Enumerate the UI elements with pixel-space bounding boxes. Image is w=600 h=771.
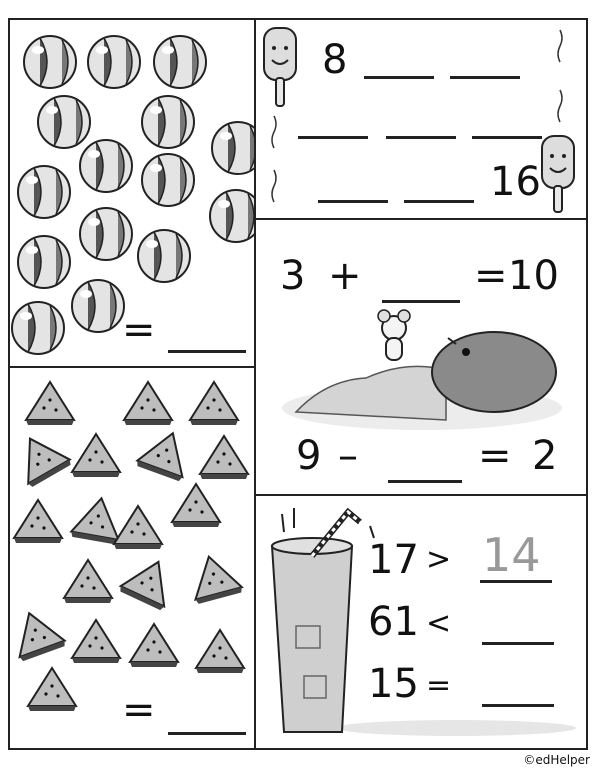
watermelon-counting-panel (8, 366, 256, 750)
watermelon-slice-icon (114, 506, 162, 549)
balls-answer-blank[interactable] (168, 350, 246, 353)
compare-row1-symbol: > (426, 542, 452, 577)
beach-ball-icon (12, 302, 64, 354)
beach-ball-icon (138, 230, 190, 282)
compare-row3-number: 15 (368, 661, 419, 707)
compare-row2-symbol: < (426, 606, 452, 641)
popsicle-icon-right (542, 136, 574, 212)
compare-row2-number: 61 (368, 599, 419, 645)
beach-ball-icon (88, 36, 140, 88)
beach-ball-icon (142, 96, 194, 148)
add-operator: + (328, 253, 362, 299)
watermelon-slice-icon (124, 382, 172, 425)
sequence-blank-6[interactable] (318, 200, 388, 203)
watermelon-slice-icon (130, 624, 178, 667)
sub-operand: 9 (296, 433, 322, 479)
sequence-end-number: 16 (490, 159, 541, 205)
watermelon-slice-icon (26, 382, 74, 425)
equations-panel (254, 218, 588, 496)
number-sequence-panel (254, 18, 588, 220)
compare-row1-number: 17 (368, 537, 419, 583)
mouse-icon (378, 310, 410, 360)
watermelon-slice-icon (28, 668, 76, 711)
beach-ball-icon (80, 208, 132, 260)
add-operand: 3 (280, 253, 306, 299)
add-equals-sign: = (474, 253, 508, 299)
compare-numbers-panel (254, 494, 588, 750)
sub-equals-sign: = (478, 433, 512, 479)
watermelon-slice-icon (172, 484, 220, 527)
beach-ball-icon (72, 280, 124, 332)
beach-ball-icon (142, 154, 194, 206)
watermelon-slice-icon (200, 436, 248, 479)
sequence-blank-5[interactable] (472, 136, 542, 139)
melon-equals-sign: = (122, 687, 156, 733)
watermelon-slice-icon (72, 620, 120, 663)
watermelon-slice-icon (14, 500, 62, 543)
compare-row1-answer: 14 (482, 528, 541, 582)
compare-row1-blank[interactable] (480, 580, 552, 583)
beach-ball-icon (80, 140, 132, 192)
beach-ball-icon (154, 36, 206, 88)
watermelon-slice-icon (70, 494, 125, 545)
beach-ball-icon (18, 166, 70, 218)
compare-row3-symbol: = (426, 668, 452, 703)
beach-ball-counting-panel (8, 18, 256, 368)
sub-result: 2 (532, 433, 558, 479)
watermelon-slice-icon (64, 560, 112, 603)
watermelon-slice-icon (136, 425, 196, 482)
watermelon-slice-icon (7, 605, 67, 662)
sequence-blank-2[interactable] (450, 76, 520, 79)
watermelon-slice-icon (186, 550, 243, 604)
sub-operator: – (338, 433, 358, 479)
sequence-start-number: 8 (322, 37, 348, 83)
popsicle-icon-left (264, 28, 296, 106)
sequence-blank-3[interactable] (298, 136, 368, 139)
balls-equals-sign: = (122, 307, 156, 353)
beach-ball-icon (38, 96, 90, 148)
watermelon-slice-icon (119, 552, 181, 611)
copyright-text: ©edHelper (523, 753, 590, 767)
add-result: 10 (508, 253, 559, 299)
melon-answer-blank[interactable] (168, 732, 246, 735)
watermelon-slice-icon (72, 434, 120, 477)
watermelon-slice-icon (190, 382, 238, 425)
beach-ball-icon (18, 236, 70, 288)
sub-answer-blank[interactable] (388, 480, 462, 483)
watermelon-slice-icon (196, 630, 244, 673)
sequence-blank-1[interactable] (364, 76, 434, 79)
sequence-blank-7[interactable] (404, 200, 474, 203)
watermelon-slice-icon (9, 427, 72, 488)
compare-row3-blank[interactable] (482, 704, 554, 707)
compare-row2-blank[interactable] (482, 642, 554, 645)
sequence-blank-4[interactable] (386, 136, 456, 139)
beach-ball-icon (24, 36, 76, 88)
add-answer-blank[interactable] (382, 300, 460, 303)
